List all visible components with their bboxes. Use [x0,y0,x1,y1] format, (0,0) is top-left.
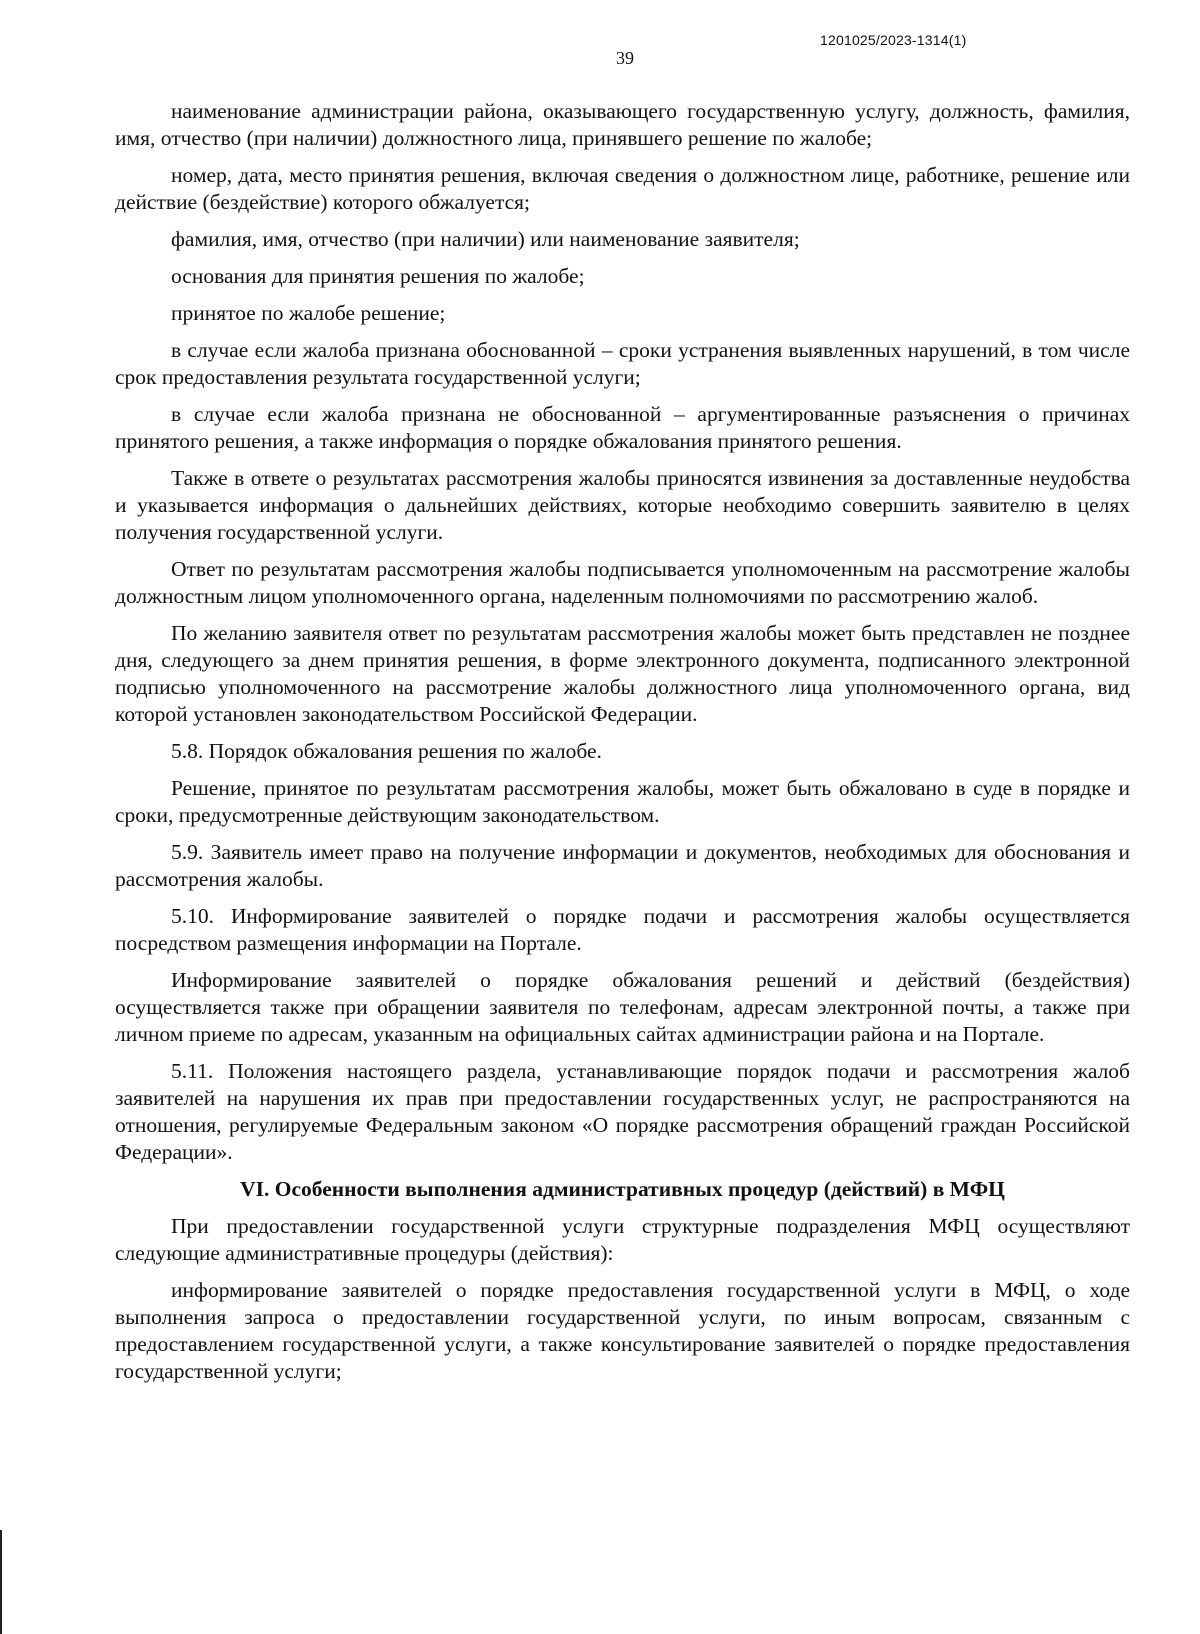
paragraph: номер, дата, место принятия решения, включая сведения о должностном лице, работнике, решение или действие (бездействие) которого обжалуется; [115,163,1130,214]
scan-edge-line [0,1530,2,1634]
clause-5-8: 5.8. Порядок обжалования решения по жалобе. [171,739,602,763]
paragraph: наименование администрации района, оказывающего государственную услугу, должность, фамилия, имя, отчество (при наличии) должностного лица, принявшего решение по жалобе; [115,99,1130,150]
paragraph: Ответ по результатам рассмотрения жалобы подписывается уполномоченным на рассмотрение жалобы должностным лицом уполномоченного органа, наделенным полномочиями по рассмотрению жалоб. [115,557,1130,608]
paragraph: Решение, принятое по результатам рассмотрения жалобы, может быть обжаловано в суде в порядке и сроки, предусмотренные действующим законодательством. [115,776,1130,827]
clause-5-10: 5.10. Информирование заявителей о порядке подачи и рассмотрения жалобы осуществляется посредством размещения информации на Портале. [115,904,1130,955]
page-number: 39 [616,48,634,68]
paragraph: основания для принятия решения по жалобе; [171,264,585,288]
paragraph: принятое по жалобе решение; [171,301,446,325]
paragraph: в случае если жалоба признана не обоснованной – аргументированные разъяснения о причинах принятого решения, а также информация о порядке обжалования принятого решения. [115,402,1130,453]
paragraph: При предоставлении государственной услуги структурные подразделения МФЦ осуществляют следующие административные процедуры (действия): [115,1214,1130,1265]
document-body [115,98,1130,1385]
paragraph: Информирование заявителей о порядке обжалования решений и действий (бездействия) осуществляется также при обращении заявителя по телефонам, адресам электронной почты, а также при личном приеме по адресам, указанным на официальных сайтах администрации района и на Портале. [115,968,1130,1046]
clause-5-11: 5.11. Положения настоящего раздела, устанавливающие порядок подачи и рассмотрения жалоб заявителей на нарушения их прав при предоставлении государственных услуг, не распространяются на отношения, регулируемые Федеральным законом «О порядке рассмотрения обращений граждан Российской Федерации». [115,1059,1130,1164]
paragraph: По желанию заявителя ответ по результатам рассмотрения жалобы может быть представлен не позднее дня, следующего за днем принятия решения, в форме электронного документа, подписанного электронной подписью уполномоченного на рассмотрение жалобы должностного лица уполномоченного органа, вид которой установлен законодательством Российской Федерации. [115,621,1130,726]
paragraph: информирование заявителей о порядке предоставления государственной услуги в МФЦ, о ходе выполнения запроса о предоставлении государственной услуги, по иным вопросам, связанным с предоставлением государственной услуги, а также консультирование заявителей о порядке предоставления государственной услуги; [115,1278,1130,1383]
paragraph: фамилия, имя, отчество (при наличии) или наименование заявителя; [171,227,800,251]
paragraph: в случае если жалоба признана обоснованной – сроки устранения выявленных нарушений, в том числе срок предоставления результата государственной услуги; [115,338,1130,389]
section-heading: VI. Особенности выполнения административных процедур (действий) в МФЦ [240,1177,1005,1201]
document-id: 1201025/2023-1314(1) [820,32,967,48]
clause-5-9: 5.9. Заявитель имеет право на получение информации и документов, необходимых для обоснования и рассмотрения жалобы. [115,840,1130,891]
paragraph: Также в ответе о результатах рассмотрения жалобы приносятся извинения за доставленные неудобства и указывается информация о дальнейших действиях, которые необходимо совершить заявителю в целях получения государственной услуги. [115,466,1130,544]
